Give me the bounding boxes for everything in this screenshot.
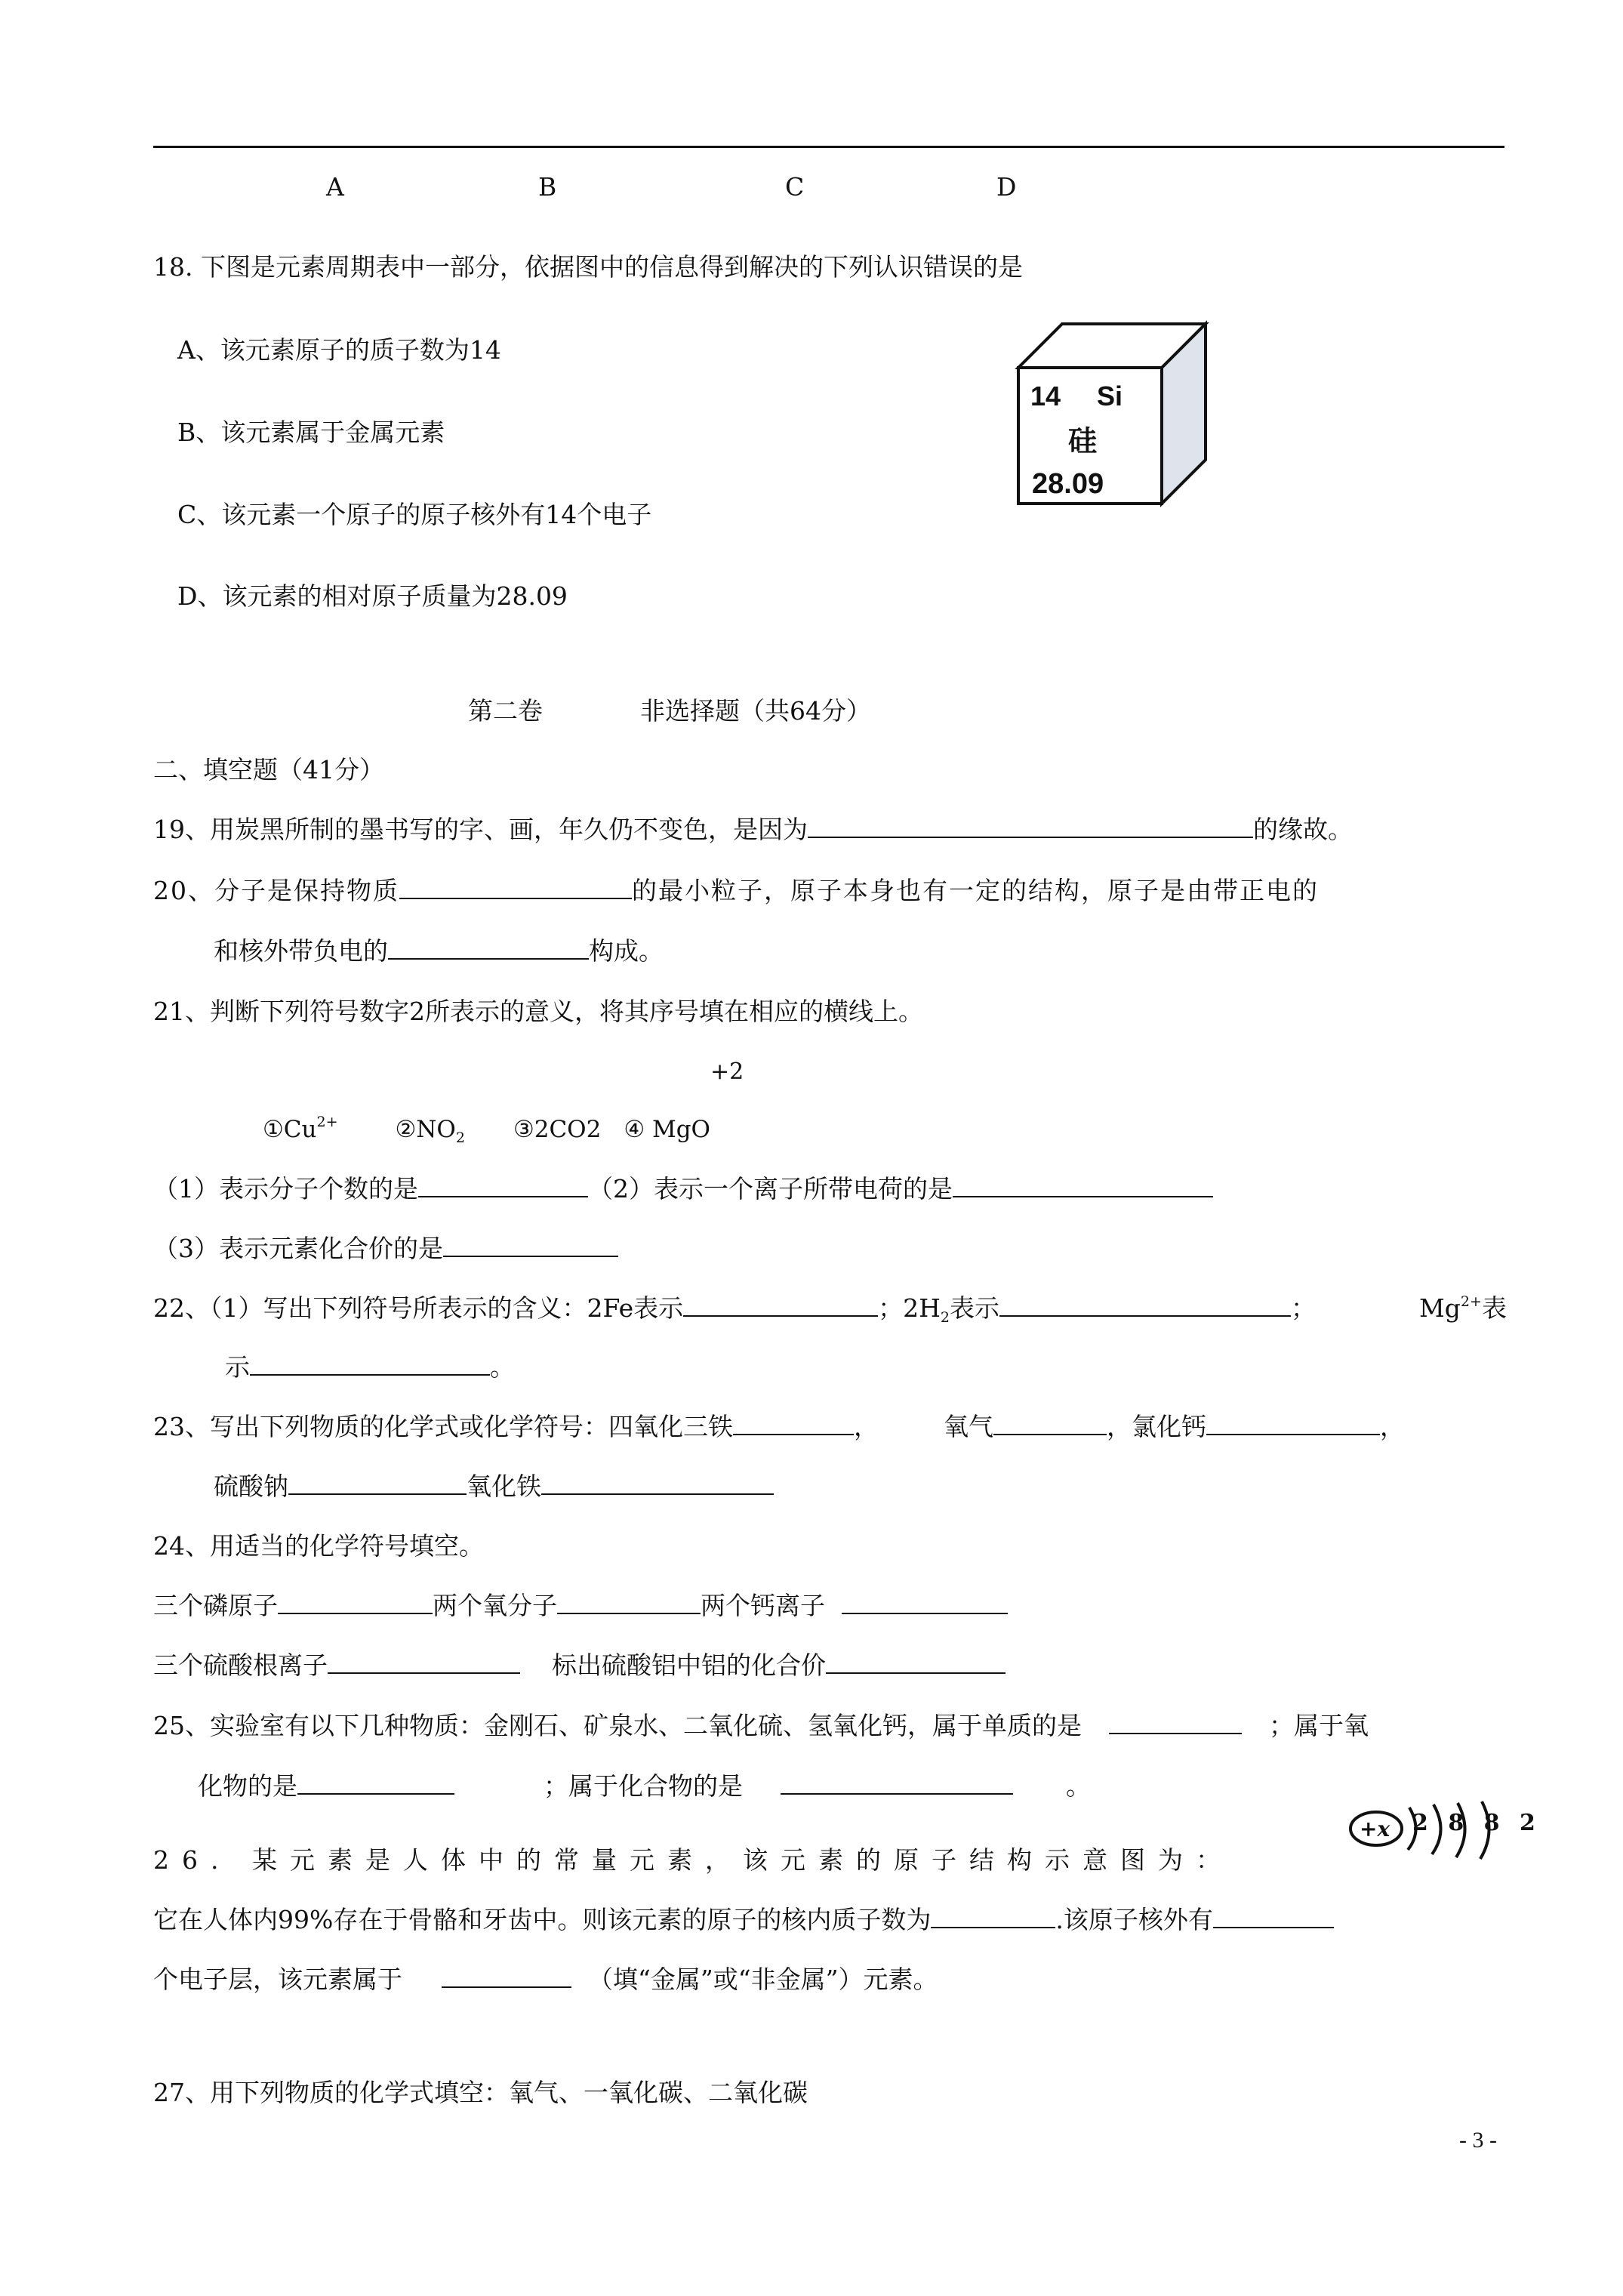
- q18-option-b: B、该元素属于金属元素: [177, 418, 445, 447]
- q23-blank-1[interactable]: [733, 1411, 854, 1435]
- q21-stem: 21、判断下列符号数字2所表示的意义，将其序号填在相应的横线上。: [153, 997, 923, 1026]
- q26-line3: [153, 1963, 938, 1996]
- q22-text-g: 示: [225, 1352, 250, 1382]
- q26-text-e: （填“金属”或“非金属”）元素。: [588, 1965, 938, 1994]
- q25-text-e: 。: [1066, 1771, 1091, 1801]
- q23-text-f: 硫酸钠: [214, 1472, 288, 1501]
- q19-blank[interactable]: [808, 814, 1253, 838]
- q26-text-c: .该原子核外有: [1055, 1905, 1213, 1934]
- q22-text-b: ；2H: [878, 1293, 941, 1323]
- q22-text-h: 。: [490, 1352, 515, 1382]
- q17-option-d: D: [996, 172, 1017, 202]
- q22-blank-1[interactable]: [683, 1293, 878, 1317]
- q23-line1: [153, 1410, 1405, 1444]
- q23-blank-3[interactable]: [1206, 1411, 1380, 1435]
- q24-stem: 24、用适当的化学符号填空。: [153, 1531, 484, 1561]
- q22-text-d: ；: [1290, 1293, 1316, 1323]
- element-name: 硅: [1068, 424, 1098, 458]
- q26-blank-1[interactable]: [931, 1904, 1055, 1928]
- element-cube-drawing: [1015, 321, 1209, 507]
- q24-line1: [153, 1589, 1008, 1623]
- q22-text-e: Mg: [1419, 1293, 1461, 1323]
- q20-text-c: 和核外带负电的: [214, 936, 388, 966]
- q17-option-a: A: [326, 172, 344, 202]
- element-mass: 28.09: [1032, 468, 1104, 500]
- q20-blank-2[interactable]: [388, 935, 589, 960]
- q21-line-2: [153, 1232, 618, 1265]
- q20-line2: [214, 935, 664, 968]
- q21-symbols: [263, 1113, 710, 1146]
- q18-stem: 18. 下图是元素周期表中一部分，依据图中的信息得到解决的下列认识错误的是: [153, 252, 1023, 282]
- q22-line2: [225, 1351, 515, 1384]
- q26-line2: [153, 1903, 1334, 1937]
- q24-text-a: 三个磷原子: [153, 1591, 278, 1620]
- periodic-element-cube: [1015, 321, 1209, 507]
- q22-text-f: 表: [1481, 1293, 1507, 1323]
- q22-line1: [153, 1292, 1316, 1325]
- q24-blank-2[interactable]: [557, 1590, 701, 1614]
- q17-option-c: C: [785, 172, 805, 202]
- q21-p2: （2）表示一个离子所带电荷的是: [588, 1174, 953, 1203]
- q20-text-d: 构成。: [589, 936, 664, 966]
- q23-text-b: ，: [854, 1412, 879, 1441]
- q18-option-c: C、该元素一个原子的原子核外有14个电子: [177, 500, 652, 529]
- q23-text-d: ，氯化钙: [1107, 1412, 1206, 1441]
- q24-text-b: 两个氧分子: [433, 1591, 557, 1620]
- q20-blank-1[interactable]: [399, 875, 632, 899]
- q25-line2: [198, 1770, 1091, 1803]
- q24-text-c: 两个钙离子: [701, 1591, 825, 1620]
- q24-blank-4[interactable]: [328, 1650, 520, 1674]
- header-rule: [153, 146, 1504, 148]
- q23-text-a: 23、写出下列物质的化学式或化学符号：四氧化三铁: [153, 1412, 733, 1441]
- q23-text-c: 氧气: [944, 1412, 993, 1441]
- q25-blank-1[interactable]: [1109, 1710, 1242, 1734]
- q18-option-a: A、该元素原子的质子数为14: [177, 335, 501, 365]
- section-title: 第二卷: [468, 696, 543, 726]
- q26-blank-2[interactable]: [1213, 1904, 1334, 1928]
- q21-p3: （3）表示元素化合价的是: [153, 1234, 443, 1263]
- q24-text-e: 标出硫酸铝中铝的化合价: [552, 1650, 826, 1680]
- q25-text-d: ；属于化合物的是: [544, 1771, 743, 1801]
- q26-line1: 26. 某元素是人体中的常量元素，该元素的原子结构示意图为：: [153, 1845, 1233, 1875]
- q21-symbol-4: ④ MgO: [624, 1116, 710, 1143]
- q27-stem: 27、用下列物质的化学式填空：氧气、一氧化碳、二氧化碳: [153, 2078, 808, 2107]
- q21-blank-1[interactable]: [418, 1173, 588, 1197]
- q21-symbol-3: ③2CO2: [513, 1116, 602, 1143]
- atom-structure-diagram: [1347, 1797, 1541, 1865]
- q26-blank-3[interactable]: [442, 1964, 571, 1988]
- q22-text-a: 22、（1）写出下列符号所表示的含义：2Fe表示: [153, 1293, 684, 1323]
- q19-text-b: 的缘故。: [1253, 815, 1353, 844]
- q18-option-d: D、该元素的相对原子质量为28.09: [177, 581, 568, 611]
- q21-symbol-1: [263, 1116, 338, 1143]
- q23-text-g: 氧化铁: [467, 1472, 541, 1501]
- q21-symbol-2: [395, 1116, 465, 1146]
- q22-charge: 2+: [1460, 1293, 1482, 1310]
- q24-blank-3[interactable]: [842, 1590, 1008, 1614]
- q25-text-c: 化物的是: [198, 1771, 297, 1801]
- q20-text-b: 的最小粒子，原子本身也有一定的结构，原子是由带正电的: [632, 876, 1319, 905]
- page-number: - 3 -: [1459, 2128, 1497, 2153]
- q19: [153, 813, 1353, 846]
- q25-blank-3[interactable]: [781, 1771, 1013, 1795]
- q24-line2: [153, 1649, 1006, 1682]
- q21-blank-2[interactable]: [953, 1173, 1213, 1197]
- q19-text-a: 19、用炭黑所制的墨书写的字、画，年久仍不变色，是因为: [153, 815, 808, 844]
- q25-blank-2[interactable]: [297, 1771, 454, 1795]
- q17-option-b: B: [538, 172, 557, 202]
- q24-text-d: 三个硫酸根离子: [153, 1650, 328, 1680]
- q22-blank-3[interactable]: [250, 1351, 490, 1376]
- q21-s1-text: ①Cu: [263, 1116, 317, 1143]
- q21-line-1: [153, 1173, 1213, 1206]
- q20-text-a: 20、分子是保持物质: [153, 876, 399, 905]
- element-symbol: Si: [1097, 381, 1123, 411]
- q23-blank-2[interactable]: [993, 1411, 1107, 1435]
- q20-line1: [153, 874, 1319, 908]
- q21-s1-charge: 2+: [316, 1114, 338, 1130]
- atom-shells-label: 2 8 8 2: [1412, 1810, 1541, 1836]
- q26-text-b: 它在人体内99%存在于骨骼和牙齿中。则该元素的原子的核内质子数为: [153, 1905, 932, 1934]
- q24-blank-5[interactable]: [826, 1650, 1006, 1674]
- q25-line1: [153, 1709, 1369, 1743]
- q23-blank-4[interactable]: [288, 1471, 467, 1495]
- q23-blank-5[interactable]: [541, 1471, 774, 1495]
- q23-text-e: ，: [1380, 1412, 1405, 1441]
- q25-text-b: ；属于氧: [1269, 1711, 1369, 1740]
- q23-line2: [214, 1470, 774, 1503]
- element-number: 14: [1030, 381, 1061, 411]
- q21-valence: +2: [710, 1059, 744, 1085]
- q26-text-d: 个电子层，该元素属于: [153, 1965, 402, 1994]
- section-subtitle: 非选择题（共64分）: [640, 696, 871, 726]
- q21-blank-3[interactable]: [443, 1233, 618, 1257]
- q21-p1: （1）表示分子个数的是: [153, 1174, 418, 1203]
- q22-blank-2[interactable]: [999, 1293, 1291, 1317]
- atom-nucleus-label: +x: [1360, 1817, 1390, 1841]
- q24-blank-1[interactable]: [278, 1590, 433, 1614]
- q25-text-a: 25、实验室有以下几种物质：金刚石、矿泉水、二氧化硫、氢氧化钙，属于单质的是: [153, 1711, 1082, 1740]
- q21-s2-sub: 2: [455, 1130, 465, 1146]
- part-heading: 二、填空题（41分）: [153, 755, 384, 784]
- q22-sub-2: 2: [940, 1309, 950, 1326]
- q21-s2-text: ②NO: [395, 1116, 456, 1143]
- q22-text-c: 表示: [949, 1293, 999, 1323]
- q22-line1-end: [1419, 1292, 1507, 1325]
- atom-diagram-drawing: [1347, 1797, 1541, 1865]
